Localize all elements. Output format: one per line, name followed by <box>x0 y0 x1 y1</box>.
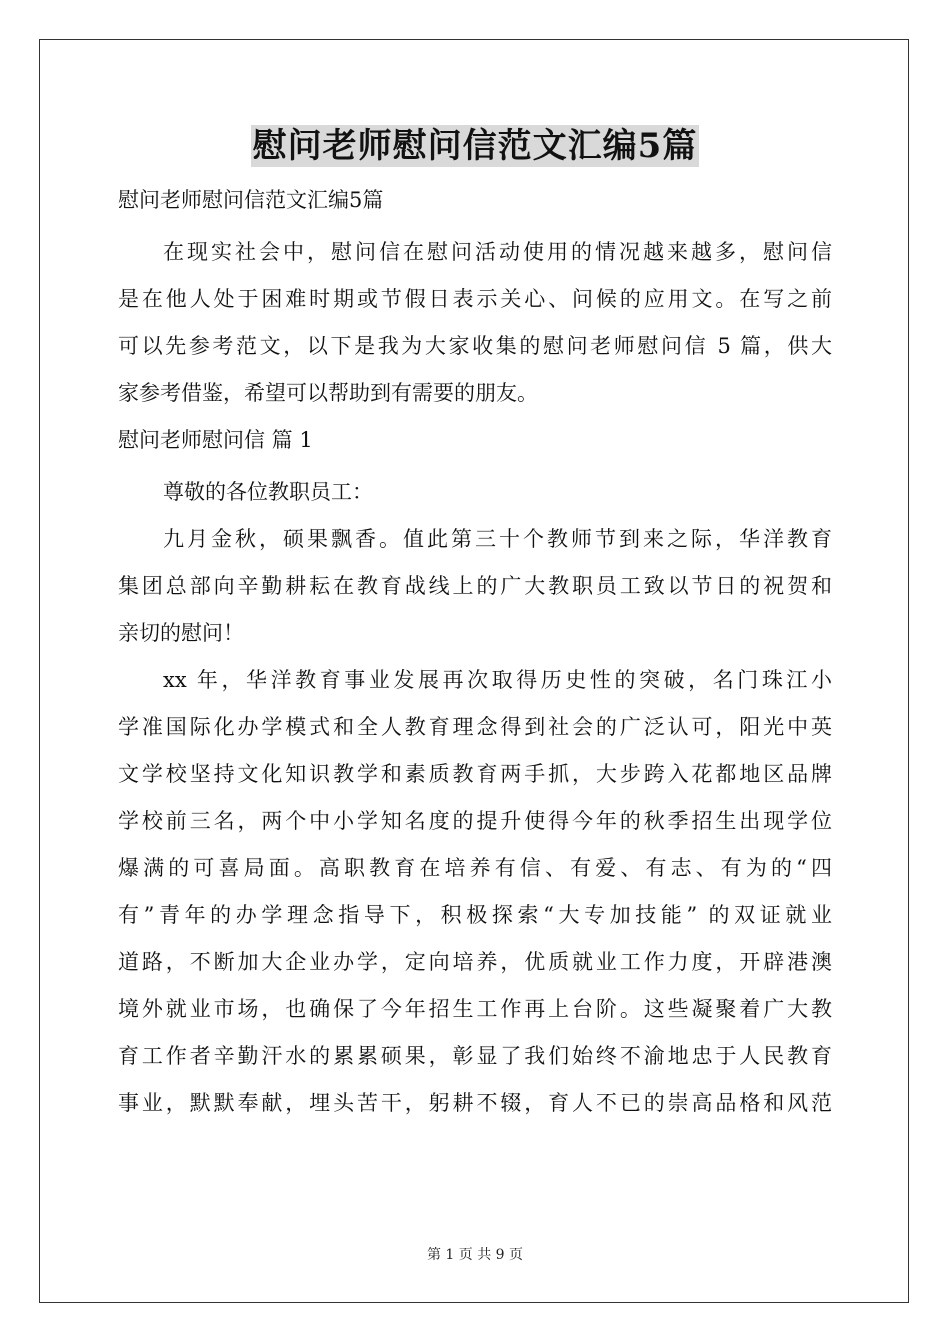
document-title: 慰问老师慰问信范文汇编5篇 <box>252 126 698 166</box>
paragraph-1 <box>118 519 832 660</box>
paragraph-line: 集团总部向辛勤耕耘在教育战线上的广大教职员工致以节日的祝贺和 <box>118 574 832 598</box>
paragraph-line: 育工作者辛勤汗水的累累硕果，彰显了我们始终不渝地忠于人民教育 <box>118 1044 832 1068</box>
salutation: 尊敬的各位教职员工： <box>163 480 373 504</box>
paragraph-line: 学准国际化办学模式和全人教育理念得到社会的广泛认可，阳光中英 <box>118 715 832 739</box>
paragraph-line: 家参考借鉴，希望可以帮助到有需要的朋友。 <box>118 381 538 405</box>
section-heading: 慰问老师慰问信 篇 1 <box>118 428 313 452</box>
paragraph-line: 境外就业市场，也确保了今年招生工作再上台阶。这些凝聚着广大教 <box>118 997 832 1021</box>
paragraph-line: 有”青年的办学理念指导下，积极探索“大专加技能” 的双证就业 <box>118 903 832 927</box>
paragraph-line: 道路，不断加大企业办学，定向培养，优质就业工作力度，开辟港澳 <box>118 950 832 974</box>
paragraph-line: 可以先参考范文，以下是我为大家收集的慰问老师慰问信 5 篇，供大 <box>118 334 832 358</box>
title-container <box>0 125 950 167</box>
document-body <box>118 180 832 1130</box>
intro-paragraph <box>118 232 832 420</box>
paragraph-line: 是在他人处于困难时期或节假日表示关心、问候的应用文。在写之前 <box>118 287 832 311</box>
paragraph-2 <box>118 660 832 1130</box>
paragraph-line: 在现实社会中，慰问信在慰问活动使用的情况越来越多，慰问信 <box>163 240 832 264</box>
paragraph-line: 学校前三名，两个中小学知名度的提升使得今年的秋季招生出现学位 <box>118 809 832 833</box>
paragraph-line: 九月金秋，硕果飘香。值此第三十个教师节到来之际，华洋教育 <box>163 527 832 551</box>
paragraph-line: 爆满的可喜局面。高职教育在培养有信、有爱、有志、有为的“四 <box>118 856 832 880</box>
paragraph-line: 亲切的慰问！ <box>118 621 244 645</box>
document-subtitle: 慰问老师慰问信范文汇编5篇 <box>118 188 384 212</box>
paragraph-line: 事业，默默奉献，埋头苦干，躬耕不辍，育人不已的崇高品格和风范 <box>118 1091 832 1115</box>
paragraph-line: 文学校坚持文化知识教学和素质教育两手抓，大步跨入花都地区品牌 <box>118 762 832 786</box>
page-footer: 第 1 页 共 9 页 <box>426 1247 524 1263</box>
paragraph-line: xx 年，华洋教育事业发展再次取得历史性的突破，名门珠江小 <box>163 668 832 692</box>
